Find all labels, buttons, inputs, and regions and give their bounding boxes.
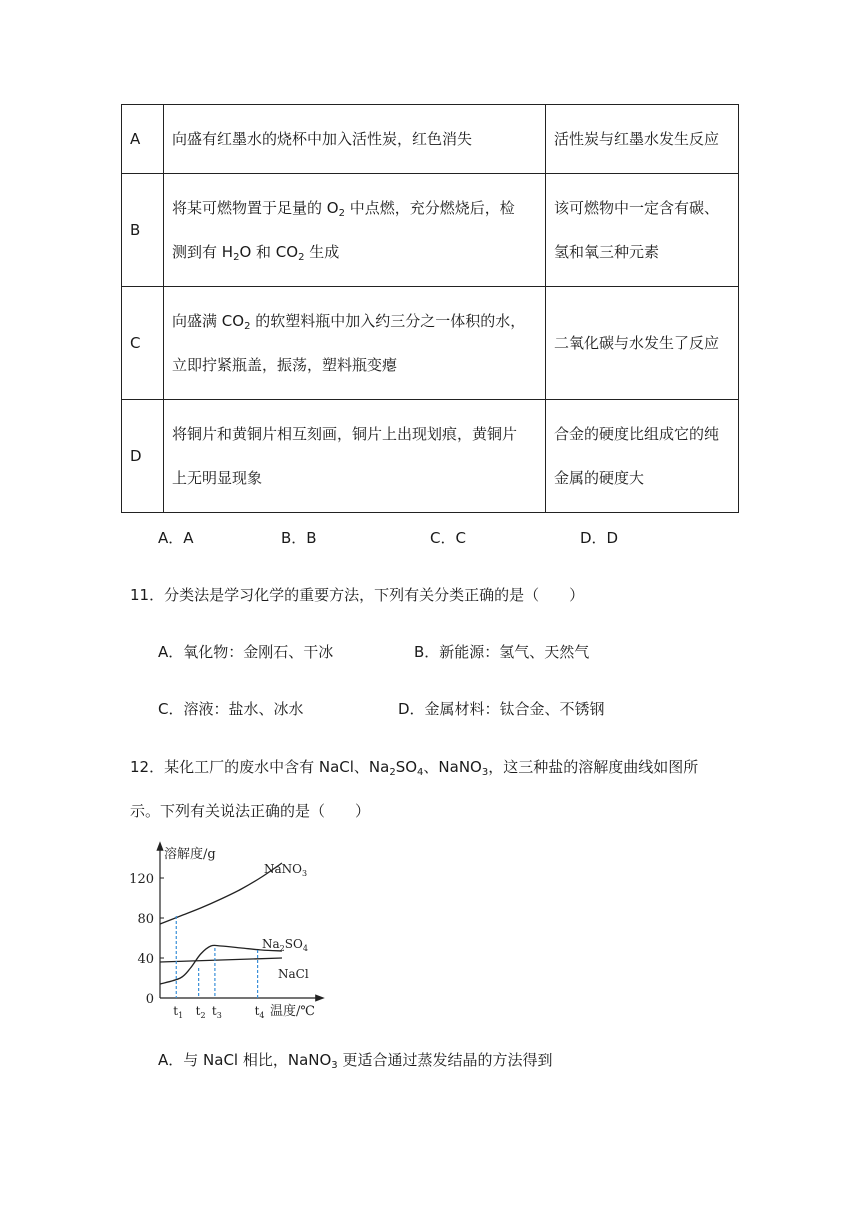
series-label-Na2SO4: $Na_2SO_4$: [262, 937, 308, 953]
conclusion-cell-line: 二氧化碳与水发生了反应: [554, 334, 720, 352]
table-row: [122, 287, 739, 400]
event-cell-line: 将某可燃物置于足量的 $O_2$ 中点燃，充分燃烧后，检: [172, 199, 515, 219]
y-tick-label: 120: [129, 872, 154, 887]
q11-option-d[interactable]: D．金属材料：钛合金、不锈钢: [398, 700, 605, 718]
event-cell-line: 立即拧紧瓶盖，振荡，塑料瓶变瘪: [172, 356, 398, 374]
q11-option-b[interactable]: B．新能源：氢气、天然气: [414, 643, 590, 661]
conclusion-cell-line: 该可燃物中一定含有碳、: [554, 199, 720, 217]
row-label: D: [122, 400, 164, 513]
event-cell-line: 向盛满 $CO_2$ 的软塑料瓶中加入约三分之一体积的水，: [172, 312, 526, 332]
event-cell-line: 上无明显现象: [172, 469, 263, 487]
table-row: [122, 105, 739, 174]
q12-option-a[interactable]: A．与 NaCl 相比，NaNO$_3$ 更适合通过蒸发结晶的方法得到: [158, 1051, 553, 1071]
conclusion-cell-line: 氢和氧三种元素: [554, 243, 660, 261]
solubility-chart: [120, 838, 340, 1024]
conclusion-cell: [546, 174, 739, 287]
x-tick-label: $t_4$: [254, 1004, 265, 1020]
series-line-NaCl: [160, 958, 282, 962]
table-row: [122, 174, 739, 287]
q10-table: [121, 104, 739, 513]
event-cell: [164, 287, 546, 400]
row-label: C: [122, 287, 164, 400]
series-label-NaCl: NaCl: [278, 967, 309, 981]
table-row: [122, 400, 739, 513]
event-cell-line: 测到有 $H_2O$ 和 $CO_2$ 生成: [172, 243, 340, 263]
q10-option-a[interactable]: A．A: [158, 529, 194, 547]
x-tick-label: $t_1$: [173, 1004, 184, 1020]
event-cell: [164, 105, 546, 174]
event-cell: [164, 174, 546, 287]
conclusion-cell-line: 活性炭与红墨水发生反应: [554, 130, 720, 148]
conclusion-cell: [546, 400, 739, 513]
series-label-NaNO3: NaNO$_3$: [264, 862, 308, 878]
conclusion-cell: [546, 287, 739, 400]
conclusion-cell: [546, 105, 739, 174]
y-axis-label: 溶解度/g: [164, 847, 216, 862]
q10-option-d[interactable]: D．D: [580, 529, 619, 547]
y-tick-label: 80: [137, 912, 154, 927]
q12-stem-line1: 12．某化工厂的废水中含有 NaCl、$Na_2SO_4$、NaNO$_3$，这三种盐的溶解度曲线如图所: [130, 758, 699, 778]
q10-option-b[interactable]: B．B: [281, 529, 317, 547]
event-cell-line: 将铜片和黄铜片相互刻画，铜片上出现划痕，黄铜片: [172, 425, 518, 443]
event-cell: [164, 400, 546, 513]
x-tick-label: $t_2$: [195, 1004, 206, 1020]
y-tick-label: 0: [145, 992, 154, 1007]
q12-stem-line2: 示。下列有关说法正确的是（ ）: [130, 802, 371, 820]
conclusion-cell-line: 合金的硬度比组成它的纯: [554, 425, 720, 443]
conclusion-cell-line: 金属的硬度大: [554, 469, 645, 487]
q11-option-a[interactable]: A．氧化物：金刚石、干冰: [158, 643, 334, 661]
series-line-Na2SO4: [160, 945, 282, 984]
q10-option-c[interactable]: C．C: [430, 529, 466, 547]
q11-option-c[interactable]: C．溶液：盐水、冰水: [158, 700, 304, 718]
x-tick-label: $t_3$: [211, 1004, 222, 1020]
y-tick-label: 40: [137, 952, 154, 967]
row-label: B: [122, 174, 164, 287]
event-cell-line: 向盛有红墨水的烧杯中加入活性炭，红色消失: [172, 130, 473, 148]
q11-stem: 11．分类法是学习化学的重要方法，下列有关分类正确的是（ ）: [130, 586, 585, 604]
row-label: A: [122, 105, 164, 174]
x-axis-label: 温度/℃: [270, 1004, 315, 1019]
